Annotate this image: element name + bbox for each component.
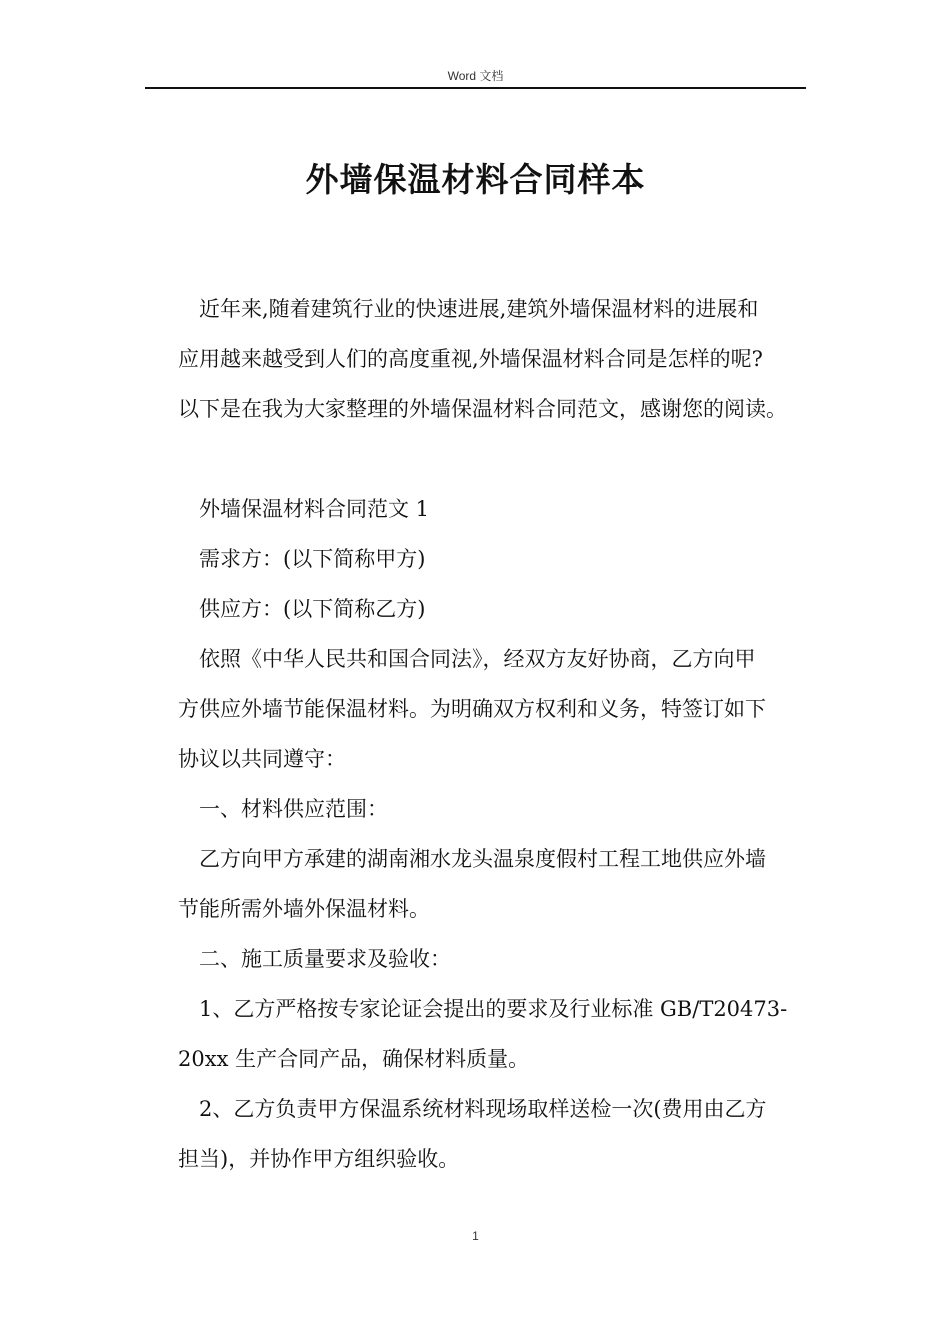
contract-line: 1、乙方严格按专家论证会提出的要求及行业标准 GB/T20473- <box>199 997 788 1021</box>
intro-paragraph <box>178 284 818 434</box>
contract-line: 20xx 生产合同产品，确保材料质量。 <box>178 1047 530 1071</box>
intro-line: 近年来,随着建筑行业的快速进展,建筑外墙保温材料的进展和 <box>199 297 759 321</box>
intro-line: 应用越来越受到人们的高度重视,外墙保温材料合同是怎样的呢? <box>178 347 763 371</box>
intro-line: 以下是在我为大家整理的外墙保温材料合同范文，感谢您的阅读。 <box>178 397 787 421</box>
contract-line: 外墙保温材料合同范文 1 <box>199 497 430 521</box>
page-header: Word 文档 <box>447 69 504 83</box>
contract-line: 担当)，并协作甲方组织验收。 <box>178 1147 460 1171</box>
contract-line: 2、乙方负责甲方保温系统材料现场取样送检一次(费用由乙方 <box>199 1097 767 1121</box>
contract-line: 依照《中华人民共和国合同法》，经双方友好协商，乙方向甲 <box>199 647 756 671</box>
contract-line: 方供应外墙节能保温材料。为明确双方权利和义务，特签订如下 <box>178 697 766 721</box>
contract-line: 协议以共同遵守： <box>178 747 346 771</box>
contract-line: 需求方：(以下简称甲方) <box>199 547 426 571</box>
contract-line: 二、施工质量要求及验收： <box>199 947 451 971</box>
page-number: 1 <box>472 1229 479 1243</box>
header-divider <box>145 87 806 89</box>
contract-body <box>178 484 818 1184</box>
contract-line: 乙方向甲方承建的湖南湘水龙头温泉度假村工程工地供应外墙 <box>199 847 766 871</box>
contract-line: 一、材料供应范围： <box>199 797 388 821</box>
contract-line: 节能所需外墙外保温材料。 <box>178 897 430 921</box>
contract-line: 供应方：(以下简称乙方) <box>199 597 426 621</box>
document-title: 外墙保温材料合同样本 <box>305 160 646 199</box>
